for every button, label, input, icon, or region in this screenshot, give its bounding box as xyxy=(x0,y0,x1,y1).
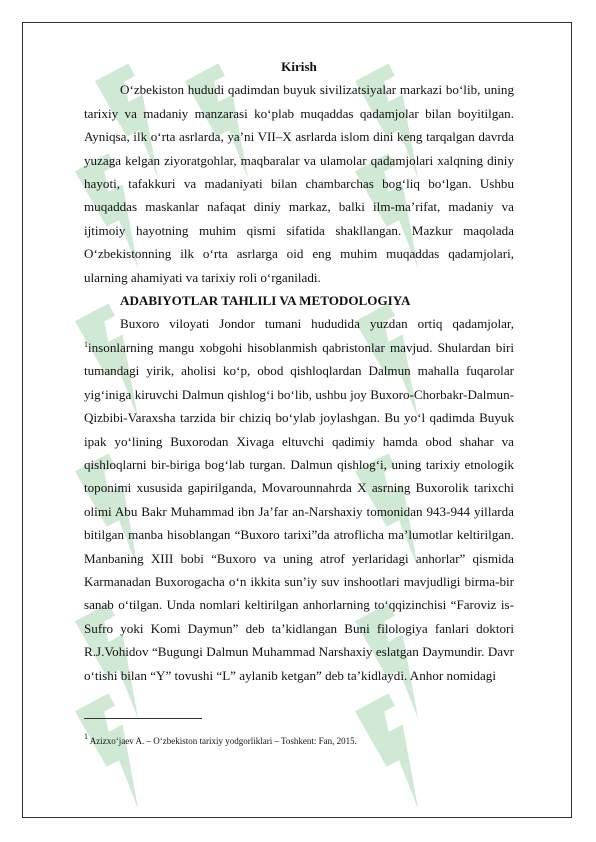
body-paragraph xyxy=(84,312,514,687)
footnote-separator xyxy=(84,718,202,719)
footnote-text: Azizxo‘jaev A. – O‘zbekiston tarixiy yodgorliklari – Toshkent: Fan, 2015. xyxy=(89,736,357,746)
footnote-number: 1 xyxy=(84,732,88,741)
intro-paragraph: O‘zbekiston hududi qadimdan buyuk sivilizatsiyalar markazi bo‘lib, uning tarixiy va madaniy manzarasi ko‘plab muqaddas qadamjolar bilan boyitilgan. Ayniqsa, ilk o‘rta asrlarda, ya’ni VII–X asrlarda islom dini keng tarqalgan davrda yuzaga kelgan ziyoratgohlar, maqbaralar va ulamolar qadamjolari xalqning diniy hayoti, tafakkuri va madaniyati bilan chambarchas bog‘liq bo‘lgan. Ushbu muqaddas maskanlar nafaqat diniy markaz, balki ilm-ma’rifat, madaniy va ijtimoiy hayotning muhim qismi sifatida shakllangan. Mazkur maqolada O‘zbekistonning ilk o‘rta asrlarga oid eng muhim muqaddas qadamjolari, ularning ahamiyati va tarixiy roli o‘rganiladi. xyxy=(84,82,514,285)
body-paragraph-rest: insonlarning mangu xobgohi hisoblanmish qabristonlar mavjud. Shulardan biri tumandagi yirik, aholisi ko‘p, obod qishloqlardan Dalmun mahalla fuqarolar yig‘iniga kiruvchi Dalmun qishlog‘i bo‘lib, ushbu joy Buxoro-Chorbakr-Dalmun-Qizbibi-Varaxsha tarzida bir chiziq bo‘ylab joylashgan. Bu yo‘l qadimda Buyuk ipak yo‘lining Buxorodan Xivaga eltuvchi qadimiy hamda obod shahar va qishloqlarni bir-biriga bog‘lab turgan. Dalmun qishlog‘i, uning tarixiy etnologik toponimi xususida gapirilganda, Movarounnahrda X asrning Buxorolik tarixchi olimi Abu Bakr Muhammad ibn Ja’far an-Narshaxiy tomonidan 943-944 yillarda bitilgan manba hisoblangan “Buxoro tarixi”da atroflicha ma’lumotlar keltirilgan. Manbaning XIII bobi “Buxoro va uning atrof yerlaridagi anhorlar” qismida Karmanadan Buxorogacha o‘n ikkita sun’iy suv inshootlari mavjudligi birma-bir sanab o‘tilgan. Unda nomlari keltirilgan anhorlarning to‘qqizinchisi “Faroviz is-Sufro yoki Komi Daymun” deb ta’kidlangan Buni filologiya fanlari doktori R.J.Vohidov “Bugungi Dalmun Muhammad Narshaxiy eslatgan Daymundir. Davr o‘tishi bilan “Y” tovushi “L” aylanib ketgan” deb ta’kidlaydi. Anhor nomidagi xyxy=(84,339,514,683)
section-heading: ADABIYOTLAR TAHLILI VA METODOLOGIYA xyxy=(120,293,411,309)
footnote xyxy=(84,732,514,747)
document-body xyxy=(84,55,514,687)
footnote-reference: 1 xyxy=(84,339,88,349)
body-paragraph-lead: Buxoro viloyati Jondor tumani hududida yuzdan ortiq qadamjolar, xyxy=(120,316,514,332)
page-title: Kirish xyxy=(281,59,317,74)
